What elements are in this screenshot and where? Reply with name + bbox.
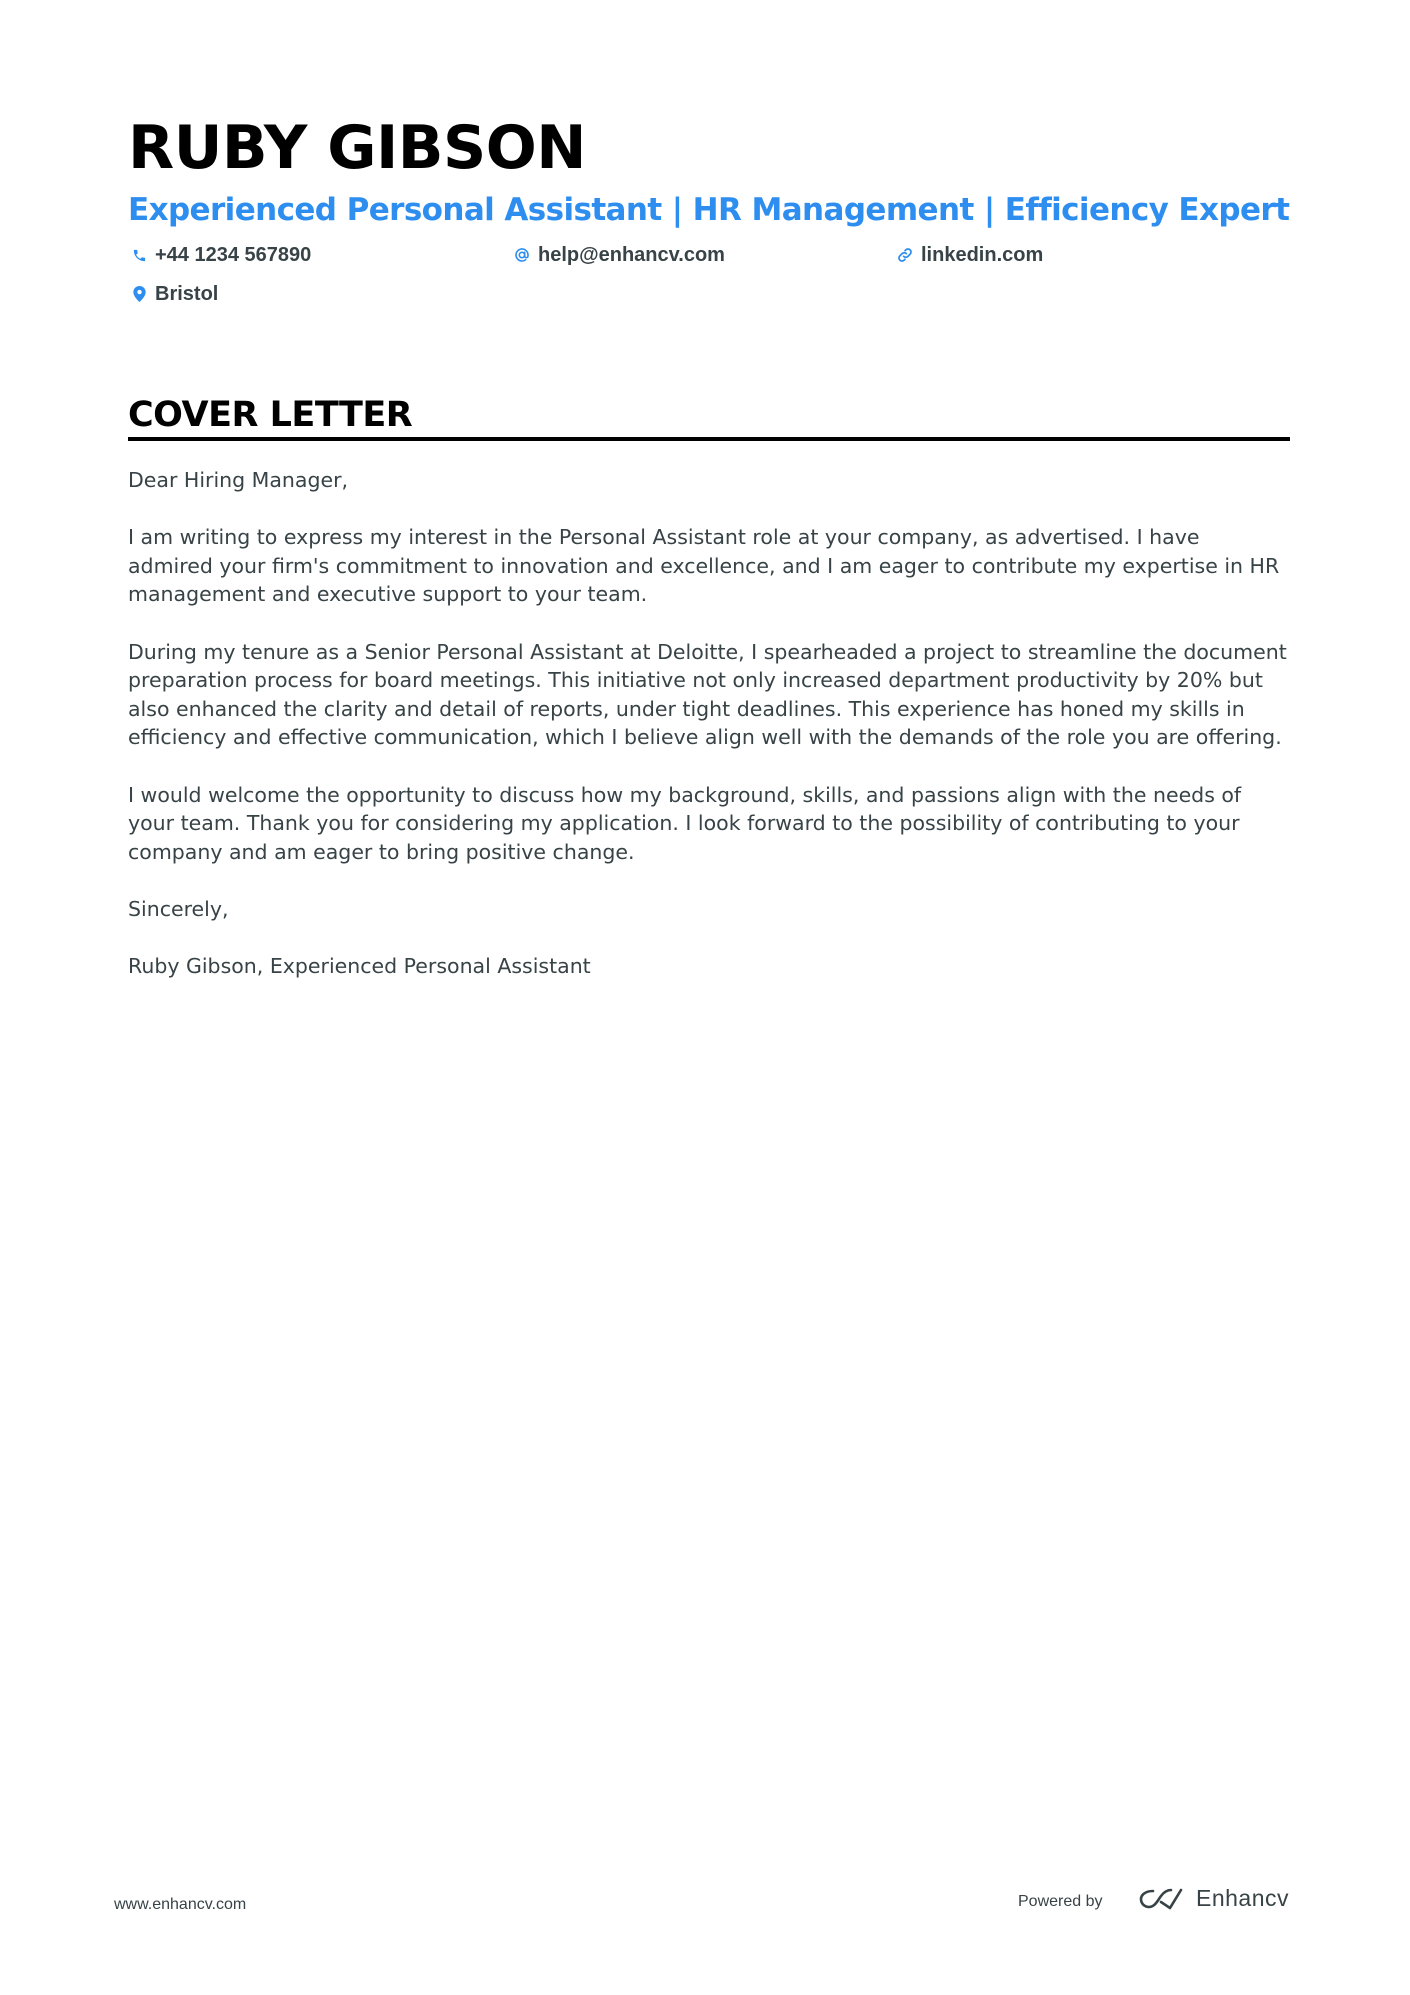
link-icon bbox=[896, 246, 914, 264]
phone-icon bbox=[130, 246, 148, 264]
footer-website[interactable]: www.enhancv.com bbox=[114, 1896, 247, 1913]
candidate-name: RUBY GIBSON bbox=[128, 113, 586, 183]
footer-brand-name: Enhancv bbox=[1196, 1885, 1290, 1911]
candidate-headline: Experienced Personal Assistant | HR Management | Efficiency Expert bbox=[128, 192, 1290, 228]
letter-body bbox=[128, 466, 1290, 1009]
letter-closing: Sincerely, bbox=[128, 896, 229, 921]
letter-greeting: Dear Hiring Manager, bbox=[128, 468, 349, 492]
letter-paragraph: During my tenure as a Senior Personal Assistant at Deloitte, I spearheaded a project to streamline the document preparation process for board meetings. This initiative not only increased department productivity by 20% but also enhanced the clarity and detail of reports, under tight deadlines. This experience has honed my skills in efficiency and effective communication, which I believe align well with the demands of the role you are offering. bbox=[128, 639, 1287, 750]
at-icon bbox=[513, 246, 531, 264]
contact-email-value[interactable]: help@enhancv.com bbox=[538, 244, 725, 266]
letter-paragraph: I am writing to express my interest in the Personal Assistant role at your company, as advertised. I have admired your firm's commitment to innovation and excellence, and I am eager to contribute my expertise in HR management and executive support to your team. bbox=[128, 525, 1280, 607]
contact-location bbox=[128, 281, 218, 307]
section-title: COVER LETTER bbox=[128, 395, 413, 435]
section-divider bbox=[128, 437, 1290, 441]
contact-location-value: Bristol bbox=[155, 283, 219, 305]
enhancv-logo-icon bbox=[1138, 1886, 1184, 1912]
footer-powered-by: Powered by bbox=[1018, 1893, 1103, 1910]
contact-phone bbox=[128, 242, 311, 268]
footer-brand-logo[interactable] bbox=[1138, 1885, 1289, 1912]
contact-email bbox=[511, 242, 725, 268]
contact-phone-value: +44 1234 567890 bbox=[155, 244, 312, 266]
contact-link-value[interactable]: linkedin.com bbox=[921, 244, 1044, 266]
location-pin-icon bbox=[130, 285, 148, 303]
letter-signature: Ruby Gibson, Experienced Personal Assistant bbox=[128, 954, 591, 979]
contact-link bbox=[894, 242, 1043, 268]
letter-paragraph: I would welcome the opportunity to discuss how my background, skills, and passions align with the needs of your team. Thank you for considering my application. I look forward to the possibility of contributing to your company and am eager to bring positive change. bbox=[128, 782, 1242, 864]
